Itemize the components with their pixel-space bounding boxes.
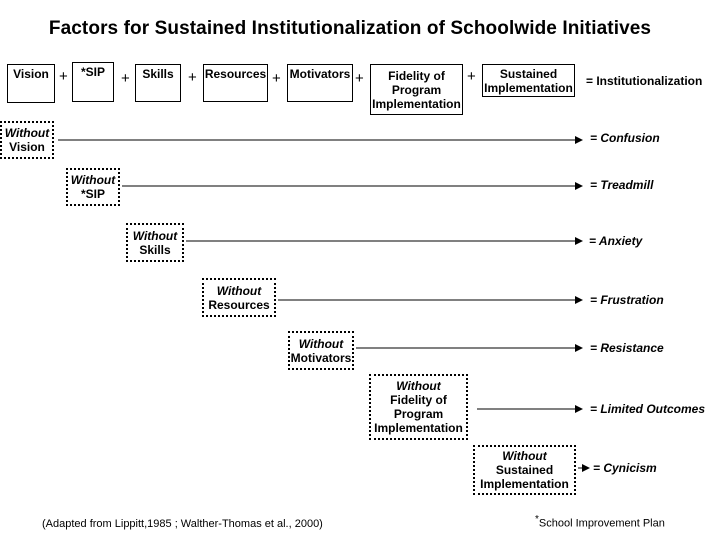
- result-frustration: = Frustration: [590, 293, 664, 307]
- without-factor-label: Vision: [9, 140, 45, 154]
- factor-label-fidelity: Fidelity of Program Implementation: [372, 68, 461, 111]
- without-factor-label: Sustained Implementation: [480, 463, 569, 491]
- without-box-vision: [0, 121, 54, 159]
- without-box-sustained: [473, 445, 576, 495]
- factor-label-vision: Vision: [13, 67, 49, 81]
- factor-label-resources: Resources: [204, 67, 267, 81]
- without-label: Without: [298, 336, 344, 351]
- diagram-title: Factors for Sustained Institutionalization of Schoolwide Initiatives: [48, 18, 652, 39]
- citation: (Adapted from Lippitt,1985 ; Walther-Thomas et al., 2000): [42, 518, 323, 530]
- without-label: Without: [132, 228, 178, 243]
- plus-sign: +: [272, 70, 281, 87]
- plus-sign: +: [355, 70, 364, 87]
- without-box-sip: [66, 168, 120, 206]
- plus-sign: +: [59, 68, 68, 85]
- plus-sign: +: [188, 69, 197, 86]
- without-box-motivators: [288, 331, 354, 370]
- without-factor-label: Motivators: [290, 350, 352, 365]
- without-label: Without: [502, 449, 547, 463]
- result-treadmill: = Treadmill: [590, 178, 654, 192]
- without-factor-label: Skills: [139, 242, 171, 257]
- without-label: Without: [70, 173, 116, 187]
- result-limited-outcomes: = Limited Outcomes: [590, 402, 706, 416]
- factor-label-motivators: Motivators: [289, 67, 351, 81]
- without-factor-label: Resources: [208, 297, 270, 312]
- without-box-fidelity: [369, 374, 468, 440]
- footnote-text: School Improvement Plan: [538, 517, 665, 530]
- without-label: Without: [216, 283, 262, 298]
- footnote: [535, 514, 665, 530]
- result-resistance: = Resistance: [590, 341, 664, 355]
- plus-sign: +: [467, 68, 476, 85]
- without-label: Without: [4, 126, 50, 140]
- equation-result: = Institutionalization: [586, 74, 703, 88]
- factor-label-sustained: Sustained Implementation: [484, 66, 573, 95]
- without-factor-label: Fidelity of Program Implementation: [374, 393, 463, 435]
- factor-label-sip: *SIP: [80, 65, 105, 79]
- factor-label-skills: Skills: [142, 67, 174, 81]
- result-cynicism: = Cynicism: [593, 461, 657, 475]
- result-anxiety: = Anxiety: [589, 234, 643, 248]
- without-box-resources: [202, 278, 276, 317]
- without-factor-label: *SIP: [80, 187, 105, 201]
- without-box-skills: [126, 223, 184, 262]
- result-confusion: = Confusion: [590, 131, 660, 145]
- plus-sign: +: [121, 70, 130, 87]
- without-label: Without: [396, 379, 441, 393]
- footnote-marker: *: [535, 514, 539, 525]
